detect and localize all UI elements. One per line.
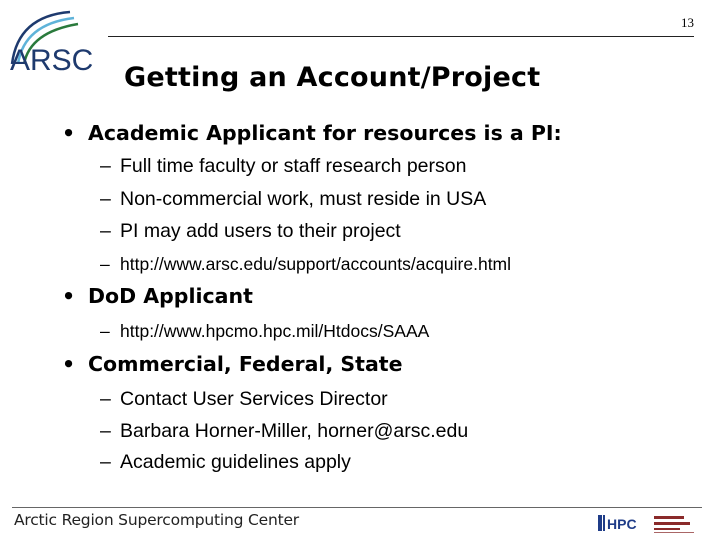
sub-bullet-text: Full time faculty or staff research person xyxy=(120,155,467,177)
header-rule xyxy=(108,36,694,37)
bullet-text: DoD Applicant xyxy=(88,284,253,308)
sub-bullet-item xyxy=(100,254,511,275)
hpc-logo-text: HPC xyxy=(607,516,637,532)
url-link-text: http://www.hpcmo.hpc.mil/Htdocs/SAAA xyxy=(120,321,430,341)
dash-icon: – xyxy=(100,420,111,442)
sub-bullet-text: Non-commercial work, must reside in USA xyxy=(120,188,487,210)
dash-icon: – xyxy=(100,388,111,410)
bullet-text: Commercial, Federal, State xyxy=(88,352,403,376)
sub-bullet-item xyxy=(100,321,429,342)
sub-bullet-item xyxy=(100,188,486,211)
sub-bullet-text: Barbara Horner-Miller, horner@arsc.edu xyxy=(120,420,469,442)
sub-bullet-item xyxy=(100,451,351,474)
dash-icon: – xyxy=(100,451,111,473)
footer-rule xyxy=(12,507,702,508)
sub-bullet-text: Academic guidelines apply xyxy=(120,451,351,473)
dash-icon: – xyxy=(100,254,110,274)
dash-icon: – xyxy=(100,321,110,341)
sub-bullet-item xyxy=(100,155,466,178)
url-link-text: http://www.arsc.edu/support/accounts/acquire.html xyxy=(120,254,512,274)
bullet-item xyxy=(62,284,253,308)
bullet-icon: • xyxy=(62,352,76,376)
sub-bullet-item xyxy=(100,420,468,443)
program-logo xyxy=(652,512,704,536)
bullet-icon: • xyxy=(62,284,76,308)
bullet-icon: • xyxy=(62,121,76,145)
footer-org-name: Arctic Region Supercomputing Center xyxy=(14,511,299,529)
sub-bullet-item xyxy=(100,388,388,411)
dash-icon: – xyxy=(100,155,111,177)
dash-icon: – xyxy=(100,188,111,210)
bullet-item xyxy=(62,352,402,376)
hpc-logo xyxy=(598,513,640,533)
bullet-item xyxy=(62,121,562,145)
sub-bullet-item xyxy=(100,220,401,243)
sub-bullet-text: PI may add users to their project xyxy=(120,220,401,242)
logo-text: ARSC xyxy=(10,44,94,76)
arsc-logo xyxy=(4,6,108,76)
slide-number: 13 xyxy=(681,15,694,30)
slide-title: Getting an Account/Project xyxy=(124,62,541,93)
bullet-text: Academic Applicant for resources is a PI: xyxy=(88,121,562,145)
dash-icon: – xyxy=(100,220,111,242)
sub-bullet-text: Contact User Services Director xyxy=(120,388,388,410)
